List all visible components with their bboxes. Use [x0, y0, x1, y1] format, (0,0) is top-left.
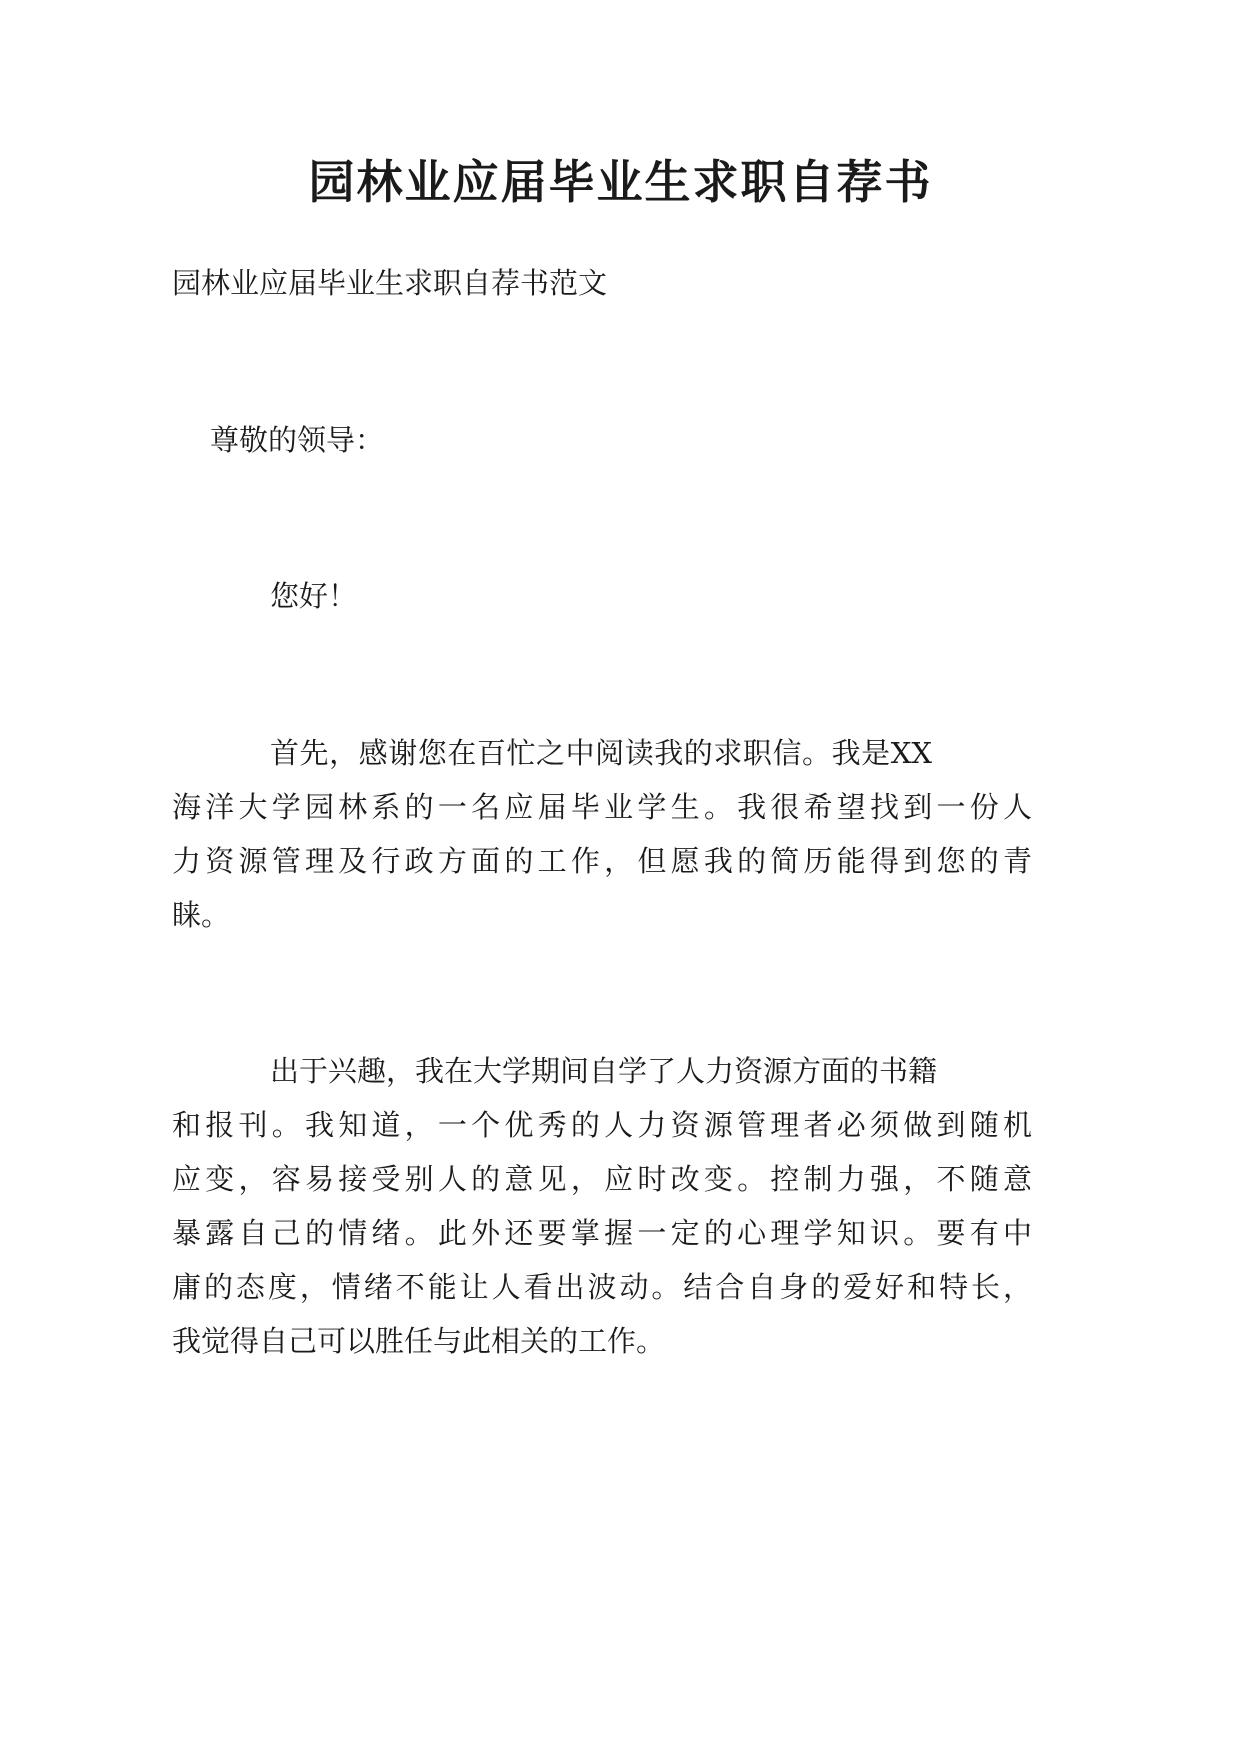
paragraph-2-line-4: 暴露自己的情绪。此外还要掌握一定的心理学知识。要有中 [172, 1216, 1032, 1250]
salutation: 尊敬的领导： [210, 423, 385, 457]
paragraph-2-line-6: 我觉得自己可以胜任与此相关的工作。 [172, 1324, 666, 1358]
paragraph-1-line-1: 首先，感谢您在百忙之中阅读我的求职信。我是XX [270, 736, 932, 770]
document-subtitle: 园林业应届毕业生求职自荐书范文 [172, 266, 608, 300]
paragraph-2-line-1: 出于兴趣，我在大学期间自学了人力资源方面的书籍 [270, 1054, 938, 1088]
document-title: 园林业应届毕业生求职自荐书 [308, 155, 933, 209]
paragraph-1-line-3: 力资源管理及行政方面的工作，但愿我的简历能得到您的青 [172, 844, 1032, 878]
paragraph-1-line-2: 海洋大学园林系的一名应届毕业学生。我很希望找到一份人 [172, 790, 1032, 824]
greeting: 您好！ [270, 579, 358, 613]
paragraph-2-line-5: 庸的态度，情绪不能让人看出波动。结合自身的爱好和特长， [172, 1270, 1032, 1304]
paragraph-2-line-3: 应变，容易接受别人的意见，应时改变。控制力强，不随意 [172, 1162, 1032, 1196]
paragraph-2-line-2: 和报刊。我知道，一个优秀的人力资源管理者必须做到随机 [172, 1108, 1032, 1142]
paragraph-1-line-4: 睐。 [172, 898, 231, 932]
